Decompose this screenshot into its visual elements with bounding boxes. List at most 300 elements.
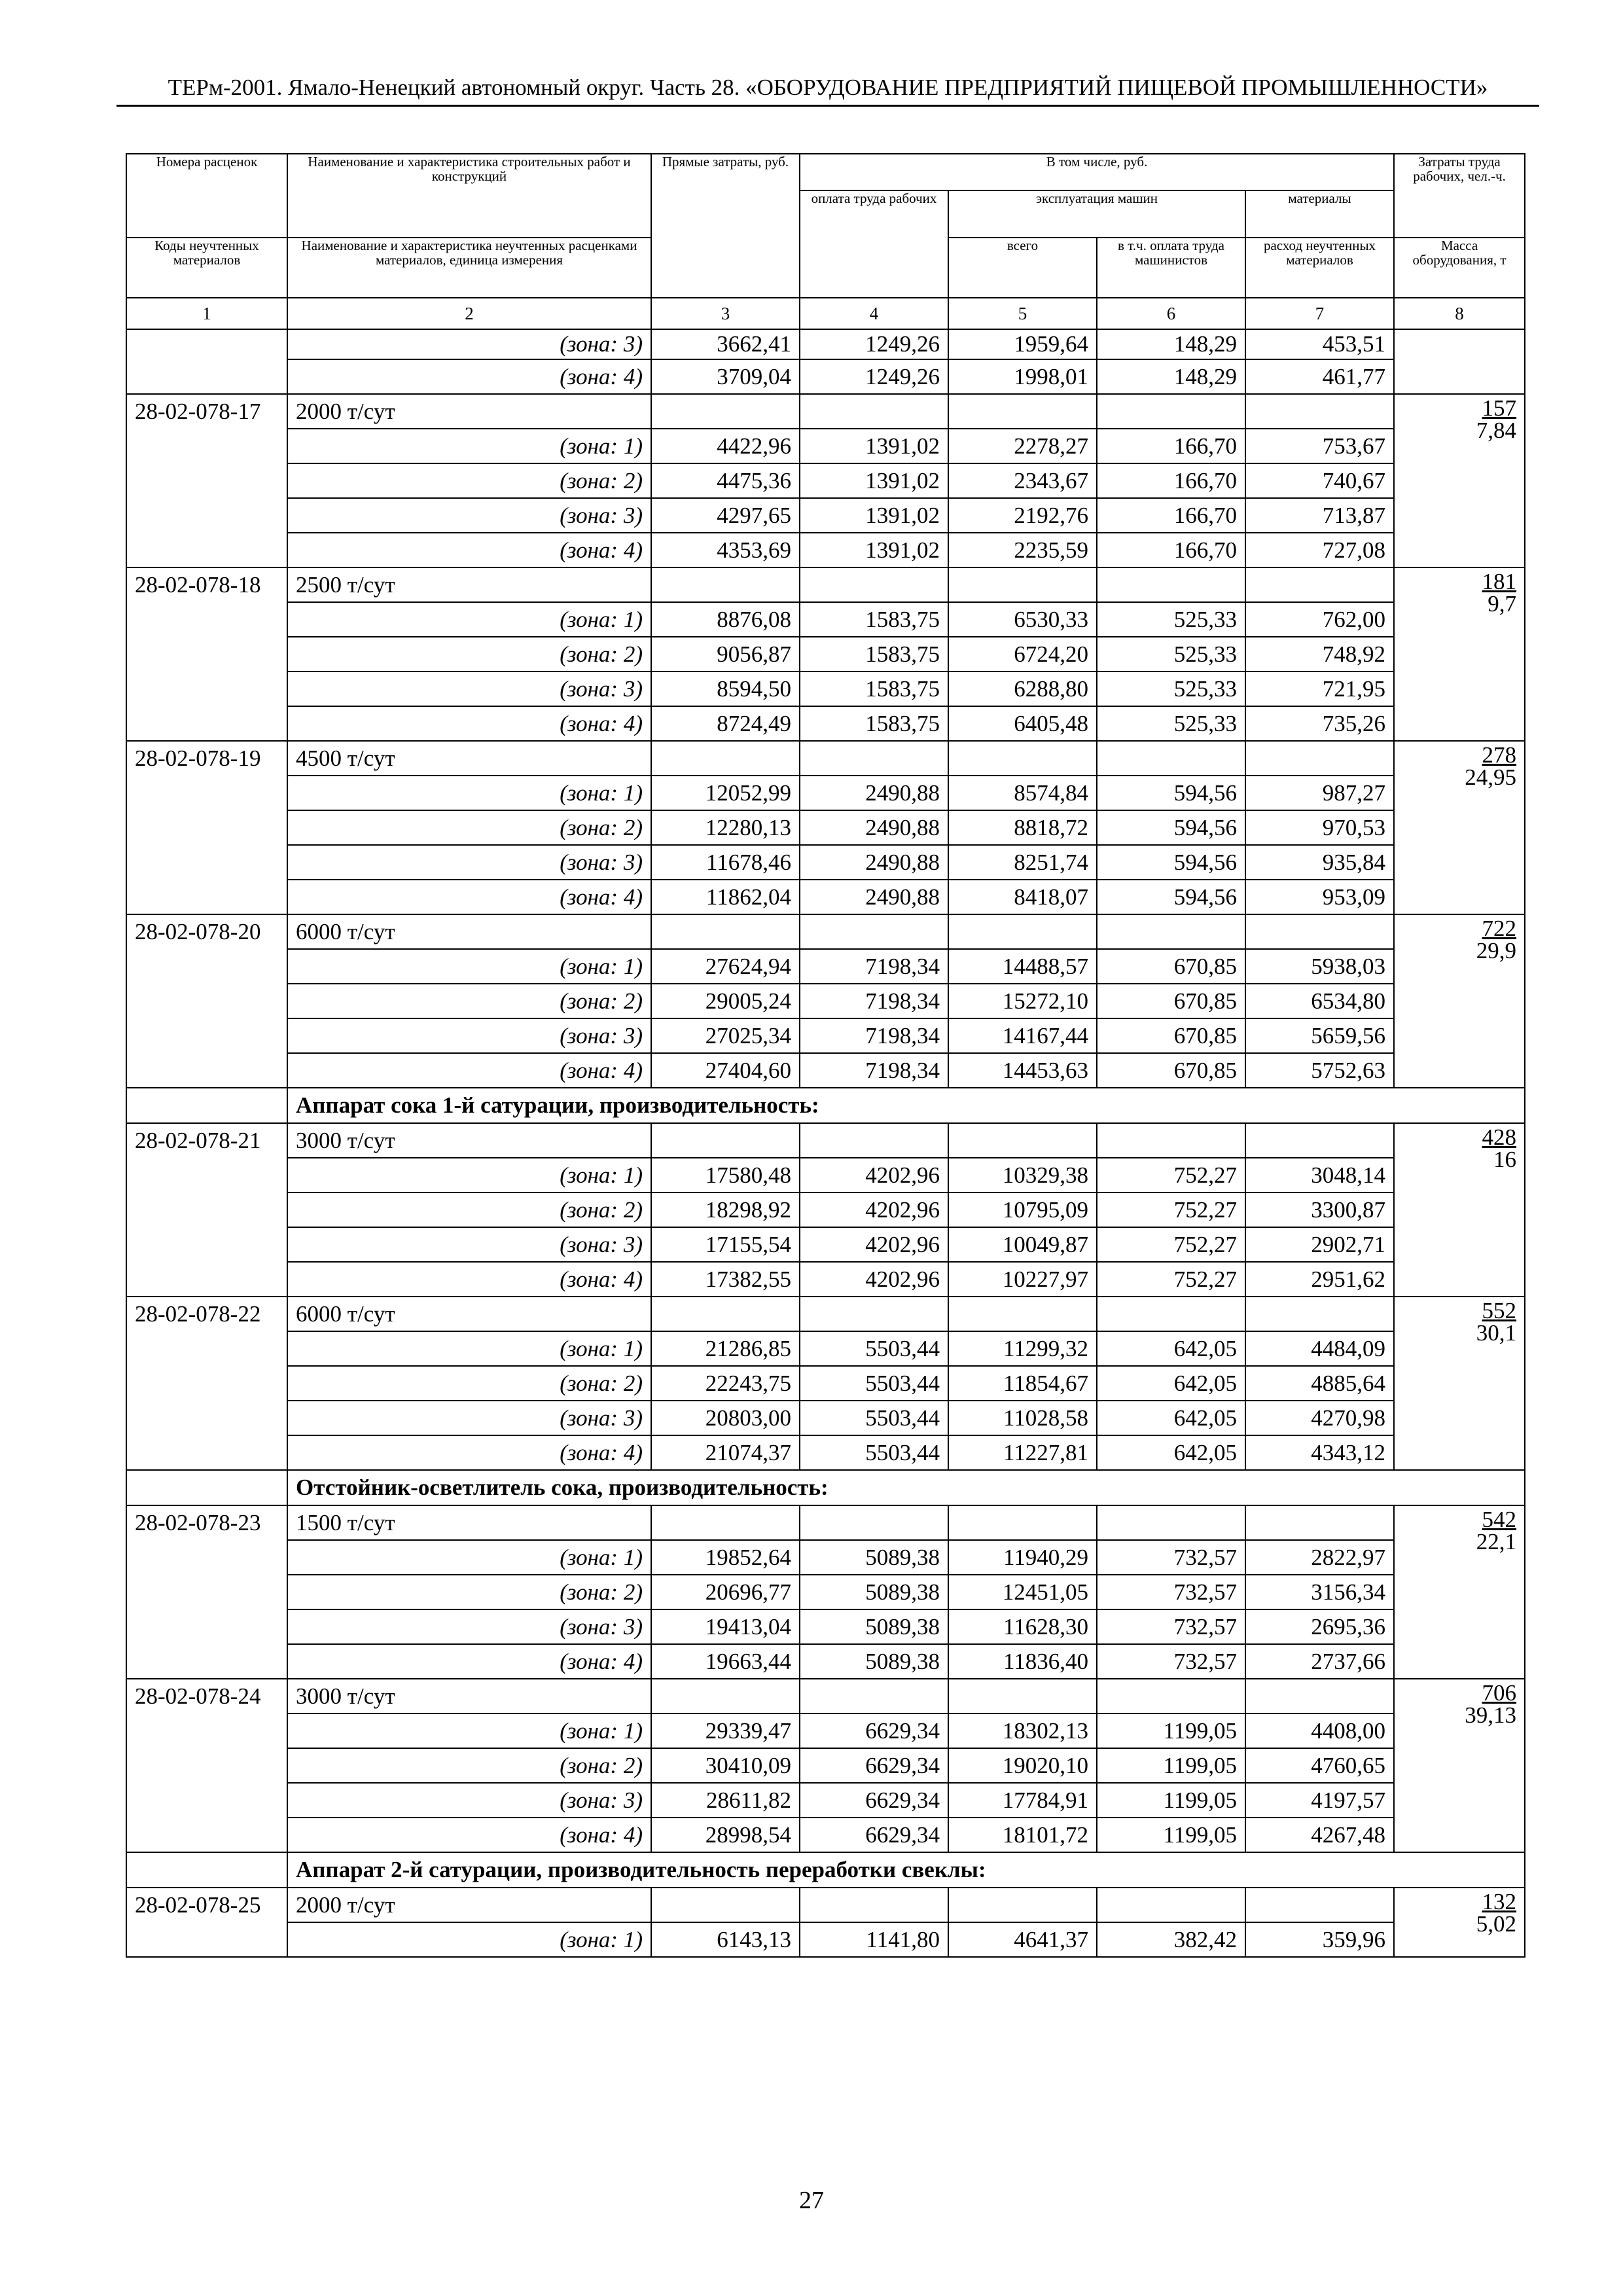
direct-costs-cell: 11678,46: [651, 845, 800, 880]
zone-label: (зона: 4): [287, 1644, 651, 1679]
direct-costs-cell: 3709,04: [651, 359, 800, 394]
direct-costs-cell: 22243,75: [651, 1366, 800, 1401]
table-row: [126, 359, 1525, 394]
direct-costs-cell: 20803,00: [651, 1401, 800, 1435]
empty-cell: [651, 1888, 800, 1922]
direct-costs-cell: 28611,82: [651, 1783, 800, 1818]
zone-label: (зона: 1): [287, 776, 651, 810]
table-row: [126, 1540, 1525, 1575]
rate-name: 6000 т/сут: [287, 914, 651, 949]
empty-cell: [1097, 1679, 1245, 1713]
machine-cost-cell: 10795,09: [948, 1193, 1097, 1227]
empty-cell: [1097, 914, 1245, 949]
materials-cell: 3300,87: [1245, 1193, 1394, 1227]
direct-costs-cell: 9056,87: [651, 637, 800, 672]
machinist-pay-cell: 642,05: [1097, 1366, 1245, 1401]
zone-label: (зона: 2): [287, 1366, 651, 1401]
table-row: [126, 1401, 1525, 1435]
header-direct-costs: Прямые затраты, руб.: [651, 154, 800, 298]
worker-pay-cell: 1391,02: [800, 533, 948, 567]
machine-cost-cell: 8418,07: [948, 880, 1097, 914]
empty-cell: [800, 394, 948, 429]
worker-pay-cell: 5503,44: [800, 1331, 948, 1366]
machinist-pay-cell: 166,70: [1097, 463, 1245, 498]
empty-cell: [800, 1679, 948, 1713]
labor-mass-fraction: [1402, 744, 1516, 789]
machinist-pay-cell: 1199,05: [1097, 1748, 1245, 1783]
empty-cell: [1097, 1123, 1245, 1158]
worker-pay-cell: 5089,38: [800, 1575, 948, 1609]
machinist-pay-cell: 670,85: [1097, 1053, 1245, 1088]
worker-pay-cell: 5089,38: [800, 1644, 948, 1679]
column-number: 8: [1394, 298, 1525, 329]
direct-costs-cell: 30410,09: [651, 1748, 800, 1783]
machine-cost-cell: 11940,29: [948, 1540, 1097, 1575]
worker-pay-cell: 5503,44: [800, 1401, 948, 1435]
labor-mass-cell: [1394, 1505, 1525, 1679]
materials-cell: 2822,97: [1245, 1540, 1394, 1575]
direct-costs-cell: 20696,77: [651, 1575, 800, 1609]
machine-cost-cell: 11854,67: [948, 1366, 1097, 1401]
materials-cell: 748,92: [1245, 637, 1394, 672]
rate-name: 4500 т/сут: [287, 741, 651, 776]
machinist-pay-cell: 642,05: [1097, 1331, 1245, 1366]
worker-pay-cell: 4202,96: [800, 1193, 948, 1227]
table-row: [126, 672, 1525, 706]
empty-cell: [1097, 1505, 1245, 1540]
zone-label: (зона: 2): [287, 810, 651, 845]
empty-cell: [1097, 1888, 1245, 1922]
empty-cell: [651, 741, 800, 776]
materials-cell: 4343,12: [1245, 1435, 1394, 1470]
zone-label: (зона: 4): [287, 1435, 651, 1470]
empty-cell: [651, 1123, 800, 1158]
zone-label: (зона: 4): [287, 359, 651, 394]
header-material-name: Наименование и характеристика неучтенных расценками материалов, единица измерения: [287, 238, 651, 298]
worker-pay-cell: 4202,96: [800, 1158, 948, 1193]
zone-label: (зона: 3): [287, 845, 651, 880]
zone-label: (зона: 2): [287, 463, 651, 498]
worker-pay-cell: 4202,96: [800, 1227, 948, 1262]
table-row: [126, 1888, 1525, 1922]
machine-cost-cell: 11299,32: [948, 1331, 1097, 1366]
column-number: 6: [1097, 298, 1245, 329]
header-total: всего: [948, 238, 1097, 298]
zone-label: (зона: 1): [287, 1540, 651, 1575]
worker-pay-cell: 7198,34: [800, 949, 948, 984]
empty-cell: [651, 1679, 800, 1713]
labor-value: [1402, 1300, 1516, 1322]
mass-value: 7,84: [1476, 418, 1517, 443]
header-labor-costs: Затраты труда рабочих, чел.-ч.: [1394, 154, 1525, 238]
table-row: [126, 1193, 1525, 1227]
table-row: [126, 1748, 1525, 1783]
zone-label: (зона: 3): [287, 1609, 651, 1644]
zone-label: (зона: 1): [287, 1331, 651, 1366]
empty-cell: [948, 741, 1097, 776]
machinist-pay-cell: 594,56: [1097, 776, 1245, 810]
materials-cell: 359,96: [1245, 1922, 1394, 1957]
zone-label: (зона: 4): [287, 706, 651, 741]
table-row: [126, 394, 1525, 429]
table-row: [126, 949, 1525, 984]
direct-costs-cell: 8876,08: [651, 602, 800, 637]
section-title: Аппарат 2-й сатурации, производительность переработки свеклы:: [287, 1852, 1525, 1888]
worker-pay-cell: 1249,26: [800, 359, 948, 394]
column-number: 1: [126, 298, 287, 329]
direct-costs-cell: 27404,60: [651, 1053, 800, 1088]
machine-cost-cell: 17784,91: [948, 1783, 1097, 1818]
direct-costs-cell: 8594,50: [651, 672, 800, 706]
zone-label: (зона: 4): [287, 1262, 651, 1297]
zone-label: (зона: 3): [287, 1227, 651, 1262]
header-worker-pay: оплата труда рабочих: [800, 190, 948, 298]
table-row: [126, 1227, 1525, 1262]
worker-pay-cell: 1391,02: [800, 463, 948, 498]
labor-value-text: 428: [1482, 1124, 1517, 1150]
table-row: [126, 984, 1525, 1018]
direct-costs-cell: 11862,04: [651, 880, 800, 914]
mass-value: 24,95: [1465, 764, 1517, 790]
empty-cell: [651, 1505, 800, 1540]
machinist-pay-cell: 670,85: [1097, 984, 1245, 1018]
header-materials: материалы: [1245, 190, 1394, 238]
rate-name: 3000 т/сут: [287, 1123, 651, 1158]
empty-cell: [800, 914, 948, 949]
column-number: 2: [287, 298, 651, 329]
materials-cell: 2737,66: [1245, 1644, 1394, 1679]
empty-cell: [1245, 1679, 1394, 1713]
worker-pay-cell: 7198,34: [800, 1018, 948, 1053]
machinist-pay-cell: 148,29: [1097, 329, 1245, 359]
empty-cell: [1245, 1123, 1394, 1158]
table-row: [126, 1575, 1525, 1609]
worker-pay-cell: 1583,75: [800, 706, 948, 741]
worker-pay-cell: 6629,34: [800, 1713, 948, 1748]
labor-mass-cell: [1394, 1123, 1525, 1297]
mass-value: 16: [1493, 1147, 1517, 1172]
section-row: [126, 1470, 1525, 1505]
machine-cost-cell: 8574,84: [948, 776, 1097, 810]
mass-value: 9,7: [1488, 591, 1517, 617]
labor-mass-cell: [1394, 914, 1525, 1088]
worker-pay-cell: 1583,75: [800, 602, 948, 637]
empty-cell: [1245, 567, 1394, 602]
direct-costs-cell: 19663,44: [651, 1644, 800, 1679]
labor-value: [1402, 1126, 1516, 1149]
worker-pay-cell: 6629,34: [800, 1783, 948, 1818]
labor-value-text: 278: [1482, 742, 1517, 768]
machine-cost-cell: 2278,27: [948, 429, 1097, 463]
materials-cell: 5938,03: [1245, 949, 1394, 984]
zone-label: (зона: 1): [287, 949, 651, 984]
materials-cell: 4270,98: [1245, 1401, 1394, 1435]
materials-cell: 762,00: [1245, 602, 1394, 637]
worker-pay-cell: 1249,26: [800, 329, 948, 359]
materials-cell: 4484,09: [1245, 1331, 1394, 1366]
rate-code: 28-02-078-24: [126, 1679, 287, 1852]
direct-costs-cell: 28998,54: [651, 1818, 800, 1852]
machine-cost-cell: 15272,10: [948, 984, 1097, 1018]
machinist-pay-cell: 752,27: [1097, 1227, 1245, 1262]
machine-cost-cell: 18101,72: [948, 1818, 1097, 1852]
empty-cell: [1097, 1297, 1245, 1331]
machinist-pay-cell: 382,42: [1097, 1922, 1245, 1957]
direct-costs-cell: 17382,55: [651, 1262, 800, 1297]
zone-label: (зона: 2): [287, 1748, 651, 1783]
worker-pay-cell: 6629,34: [800, 1748, 948, 1783]
machine-cost-cell: 6405,48: [948, 706, 1097, 741]
machinist-pay-cell: 525,33: [1097, 602, 1245, 637]
header-rule: [116, 105, 1539, 107]
machinist-pay-cell: 594,56: [1097, 810, 1245, 845]
worker-pay-cell: 6629,34: [800, 1818, 948, 1852]
materials-cell: 3048,14: [1245, 1158, 1394, 1193]
rate-code: 28-02-078-17: [126, 394, 287, 567]
table-row: [126, 567, 1525, 602]
direct-costs-cell: 4353,69: [651, 533, 800, 567]
worker-pay-cell: 5089,38: [800, 1540, 948, 1575]
machinist-pay-cell: 1199,05: [1097, 1818, 1245, 1852]
column-number: 4: [800, 298, 948, 329]
materials-cell: 3156,34: [1245, 1575, 1394, 1609]
empty-cell: [1245, 1888, 1394, 1922]
machine-cost-cell: 6288,80: [948, 672, 1097, 706]
labor-mass-fraction: [1402, 918, 1516, 962]
worker-pay-cell: 4202,96: [800, 1262, 948, 1297]
machinist-pay-cell: 670,85: [1097, 949, 1245, 984]
machine-cost-cell: 12451,05: [948, 1575, 1097, 1609]
materials-cell: 735,26: [1245, 706, 1394, 741]
direct-costs-cell: 17155,54: [651, 1227, 800, 1262]
mass-value: 30,1: [1476, 1320, 1517, 1346]
table-row: [126, 776, 1525, 810]
empty-cell: [1245, 741, 1394, 776]
direct-costs-cell: 17580,48: [651, 1158, 800, 1193]
header-unaccounted-materials: расход неучтенных материалов: [1245, 238, 1394, 298]
table-row: [126, 1505, 1525, 1540]
worker-pay-cell: 5503,44: [800, 1435, 948, 1470]
table-row: [126, 1123, 1525, 1158]
machinist-pay-cell: 1199,05: [1097, 1713, 1245, 1748]
labor-value: [1402, 1509, 1516, 1531]
materials-cell: 453,51: [1245, 329, 1394, 359]
zone-label: (зона: 2): [287, 637, 651, 672]
table-row: [126, 1609, 1525, 1644]
worker-pay-cell: 2490,88: [800, 880, 948, 914]
labor-mass-fraction: [1402, 1126, 1516, 1171]
zone-label: (зона: 4): [287, 880, 651, 914]
table-row: [126, 1297, 1525, 1331]
rate-name: 2500 т/сут: [287, 567, 651, 602]
worker-pay-cell: 7198,34: [800, 1053, 948, 1088]
table-row: [126, 498, 1525, 533]
header-rate-numbers: Номера расценок: [126, 154, 287, 238]
worker-pay-cell: 1391,02: [800, 429, 948, 463]
labor-mass-fraction: [1402, 1891, 1516, 1935]
labor-mass-fraction: [1402, 1509, 1516, 1553]
table-row: [126, 533, 1525, 567]
section-row: [126, 1088, 1525, 1123]
machinist-pay-cell: 1199,05: [1097, 1783, 1245, 1818]
direct-costs-cell: 8724,49: [651, 706, 800, 741]
table-row: [126, 637, 1525, 672]
labor-mass-fraction: [1402, 571, 1516, 615]
zone-label: (зона: 3): [287, 1401, 651, 1435]
machine-cost-cell: 11028,58: [948, 1401, 1097, 1435]
machinist-pay-cell: 752,27: [1097, 1262, 1245, 1297]
mass-value: 5,02: [1476, 1911, 1517, 1937]
empty-cell: [948, 567, 1097, 602]
materials-cell: 953,09: [1245, 880, 1394, 914]
rate-code: 28-02-078-25: [126, 1888, 287, 1957]
labor-mass-cell: [1394, 1888, 1525, 1957]
machine-cost-cell: 8818,72: [948, 810, 1097, 845]
table-row: [126, 329, 1525, 359]
direct-costs-cell: 19413,04: [651, 1609, 800, 1644]
machinist-pay-cell: 732,57: [1097, 1644, 1245, 1679]
rate-name: 2000 т/сут: [287, 394, 651, 429]
machinist-pay-cell: 642,05: [1097, 1435, 1245, 1470]
empty-cell: [651, 914, 800, 949]
materials-cell: 6534,80: [1245, 984, 1394, 1018]
table-row: [126, 1922, 1525, 1957]
labor-value-text: 722: [1482, 916, 1517, 941]
worker-pay-cell: 1141,80: [800, 1922, 948, 1957]
direct-costs-cell: 3662,41: [651, 329, 800, 359]
labor-value: [1402, 918, 1516, 940]
header-equipment-mass: Масса оборудования, т: [1394, 238, 1525, 298]
empty-cell: [800, 1505, 948, 1540]
materials-cell: 4197,57: [1245, 1783, 1394, 1818]
machine-cost-cell: 8251,74: [948, 845, 1097, 880]
materials-cell: 2902,71: [1245, 1227, 1394, 1262]
section-title: Аппарат сока 1-й сатурации, производительность:: [287, 1088, 1525, 1123]
table-row: [126, 810, 1525, 845]
table-row: [126, 1053, 1525, 1088]
zone-label: (зона: 2): [287, 1575, 651, 1609]
labor-mass-cell: [1394, 567, 1525, 741]
section-code-cell: [126, 1088, 287, 1123]
machine-cost-cell: 11836,40: [948, 1644, 1097, 1679]
zone-label: (зона: 1): [287, 1922, 651, 1957]
labor-mass-cell: [1394, 329, 1525, 394]
materials-cell: 4760,65: [1245, 1748, 1394, 1783]
table-row: [126, 914, 1525, 949]
materials-cell: 753,67: [1245, 429, 1394, 463]
labor-value: [1402, 571, 1516, 593]
worker-pay-cell: 2490,88: [800, 776, 948, 810]
labor-value-text: 181: [1482, 569, 1517, 594]
machine-cost-cell: 19020,10: [948, 1748, 1097, 1783]
worker-pay-cell: 5089,38: [800, 1609, 948, 1644]
machinist-pay-cell: 148,29: [1097, 359, 1245, 394]
header-material-codes: Коды неучтенных материалов: [126, 238, 287, 298]
labor-value-text: 157: [1482, 395, 1517, 421]
materials-cell: 713,87: [1245, 498, 1394, 533]
labor-mass-cell: [1394, 1679, 1525, 1852]
worker-pay-cell: 1391,02: [800, 498, 948, 533]
machine-cost-cell: 11227,81: [948, 1435, 1097, 1470]
materials-cell: 5752,63: [1245, 1053, 1394, 1088]
zone-label: (зона: 3): [287, 1783, 651, 1818]
rate-code: 28-02-078-21: [126, 1123, 287, 1297]
zone-label: (зона: 3): [287, 1018, 651, 1053]
machinist-pay-cell: 732,57: [1097, 1609, 1245, 1644]
zone-label: (зона: 2): [287, 1193, 651, 1227]
rate-code: 28-02-078-22: [126, 1297, 287, 1470]
machinist-pay-cell: 594,56: [1097, 880, 1245, 914]
rate-name: 3000 т/сут: [287, 1679, 651, 1713]
materials-cell: 970,53: [1245, 810, 1394, 845]
zone-label: (зона: 1): [287, 1158, 651, 1193]
machinist-pay-cell: 525,33: [1097, 706, 1245, 741]
rate-code: 28-02-078-23: [126, 1505, 287, 1679]
zone-label: (зона: 3): [287, 329, 651, 359]
worker-pay-cell: 2490,88: [800, 810, 948, 845]
empty-cell: [948, 1679, 1097, 1713]
labor-value-text: 132: [1482, 1889, 1517, 1914]
materials-cell: 935,84: [1245, 845, 1394, 880]
mass-value: 39,13: [1465, 1702, 1517, 1728]
empty-cell: [800, 1123, 948, 1158]
machinist-pay-cell: 752,27: [1097, 1193, 1245, 1227]
empty-cell: [800, 741, 948, 776]
machine-cost-cell: 10049,87: [948, 1227, 1097, 1262]
machinist-pay-cell: 752,27: [1097, 1158, 1245, 1193]
rate-code-cell: [126, 329, 287, 394]
direct-costs-cell: 4422,96: [651, 429, 800, 463]
machine-cost-cell: 2235,59: [948, 533, 1097, 567]
empty-cell: [1245, 1297, 1394, 1331]
empty-cell: [651, 1297, 800, 1331]
empty-cell: [948, 1123, 1097, 1158]
table-row: [126, 845, 1525, 880]
header-including: В том числе, руб.: [800, 154, 1394, 190]
machinist-pay-cell: 670,85: [1097, 1018, 1245, 1053]
labor-value-text: 542: [1482, 1507, 1517, 1532]
machine-cost-cell: 2192,76: [948, 498, 1097, 533]
worker-pay-cell: 1583,75: [800, 672, 948, 706]
empty-cell: [948, 914, 1097, 949]
empty-cell: [1097, 567, 1245, 602]
direct-costs-cell: 12052,99: [651, 776, 800, 810]
labor-value-text: 706: [1482, 1680, 1517, 1706]
empty-cell: [1245, 1505, 1394, 1540]
zone-label: (зона: 4): [287, 1818, 651, 1852]
header-work-name: Наименование и характеристика строительных работ и конструкций: [287, 154, 651, 238]
direct-costs-cell: 27025,34: [651, 1018, 800, 1053]
machine-cost-cell: 1998,01: [948, 359, 1097, 394]
machinist-pay-cell: 732,57: [1097, 1540, 1245, 1575]
rate-code: 28-02-078-18: [126, 567, 287, 741]
table-row: [126, 1679, 1525, 1713]
direct-costs-cell: 12280,13: [651, 810, 800, 845]
table-row: [126, 1262, 1525, 1297]
rate-name: 6000 т/сут: [287, 1297, 651, 1331]
materials-cell: 461,77: [1245, 359, 1394, 394]
zone-label: (зона: 4): [287, 1053, 651, 1088]
table-row: [126, 1713, 1525, 1748]
labor-mass-cell: [1394, 394, 1525, 567]
materials-cell: 5659,56: [1245, 1018, 1394, 1053]
table-row: [126, 1331, 1525, 1366]
empty-cell: [651, 567, 800, 602]
table-row: [126, 1435, 1525, 1470]
machine-cost-cell: 14488,57: [948, 949, 1097, 984]
machinist-pay-cell: 525,33: [1097, 672, 1245, 706]
rate-name: 1500 т/сут: [287, 1505, 651, 1540]
